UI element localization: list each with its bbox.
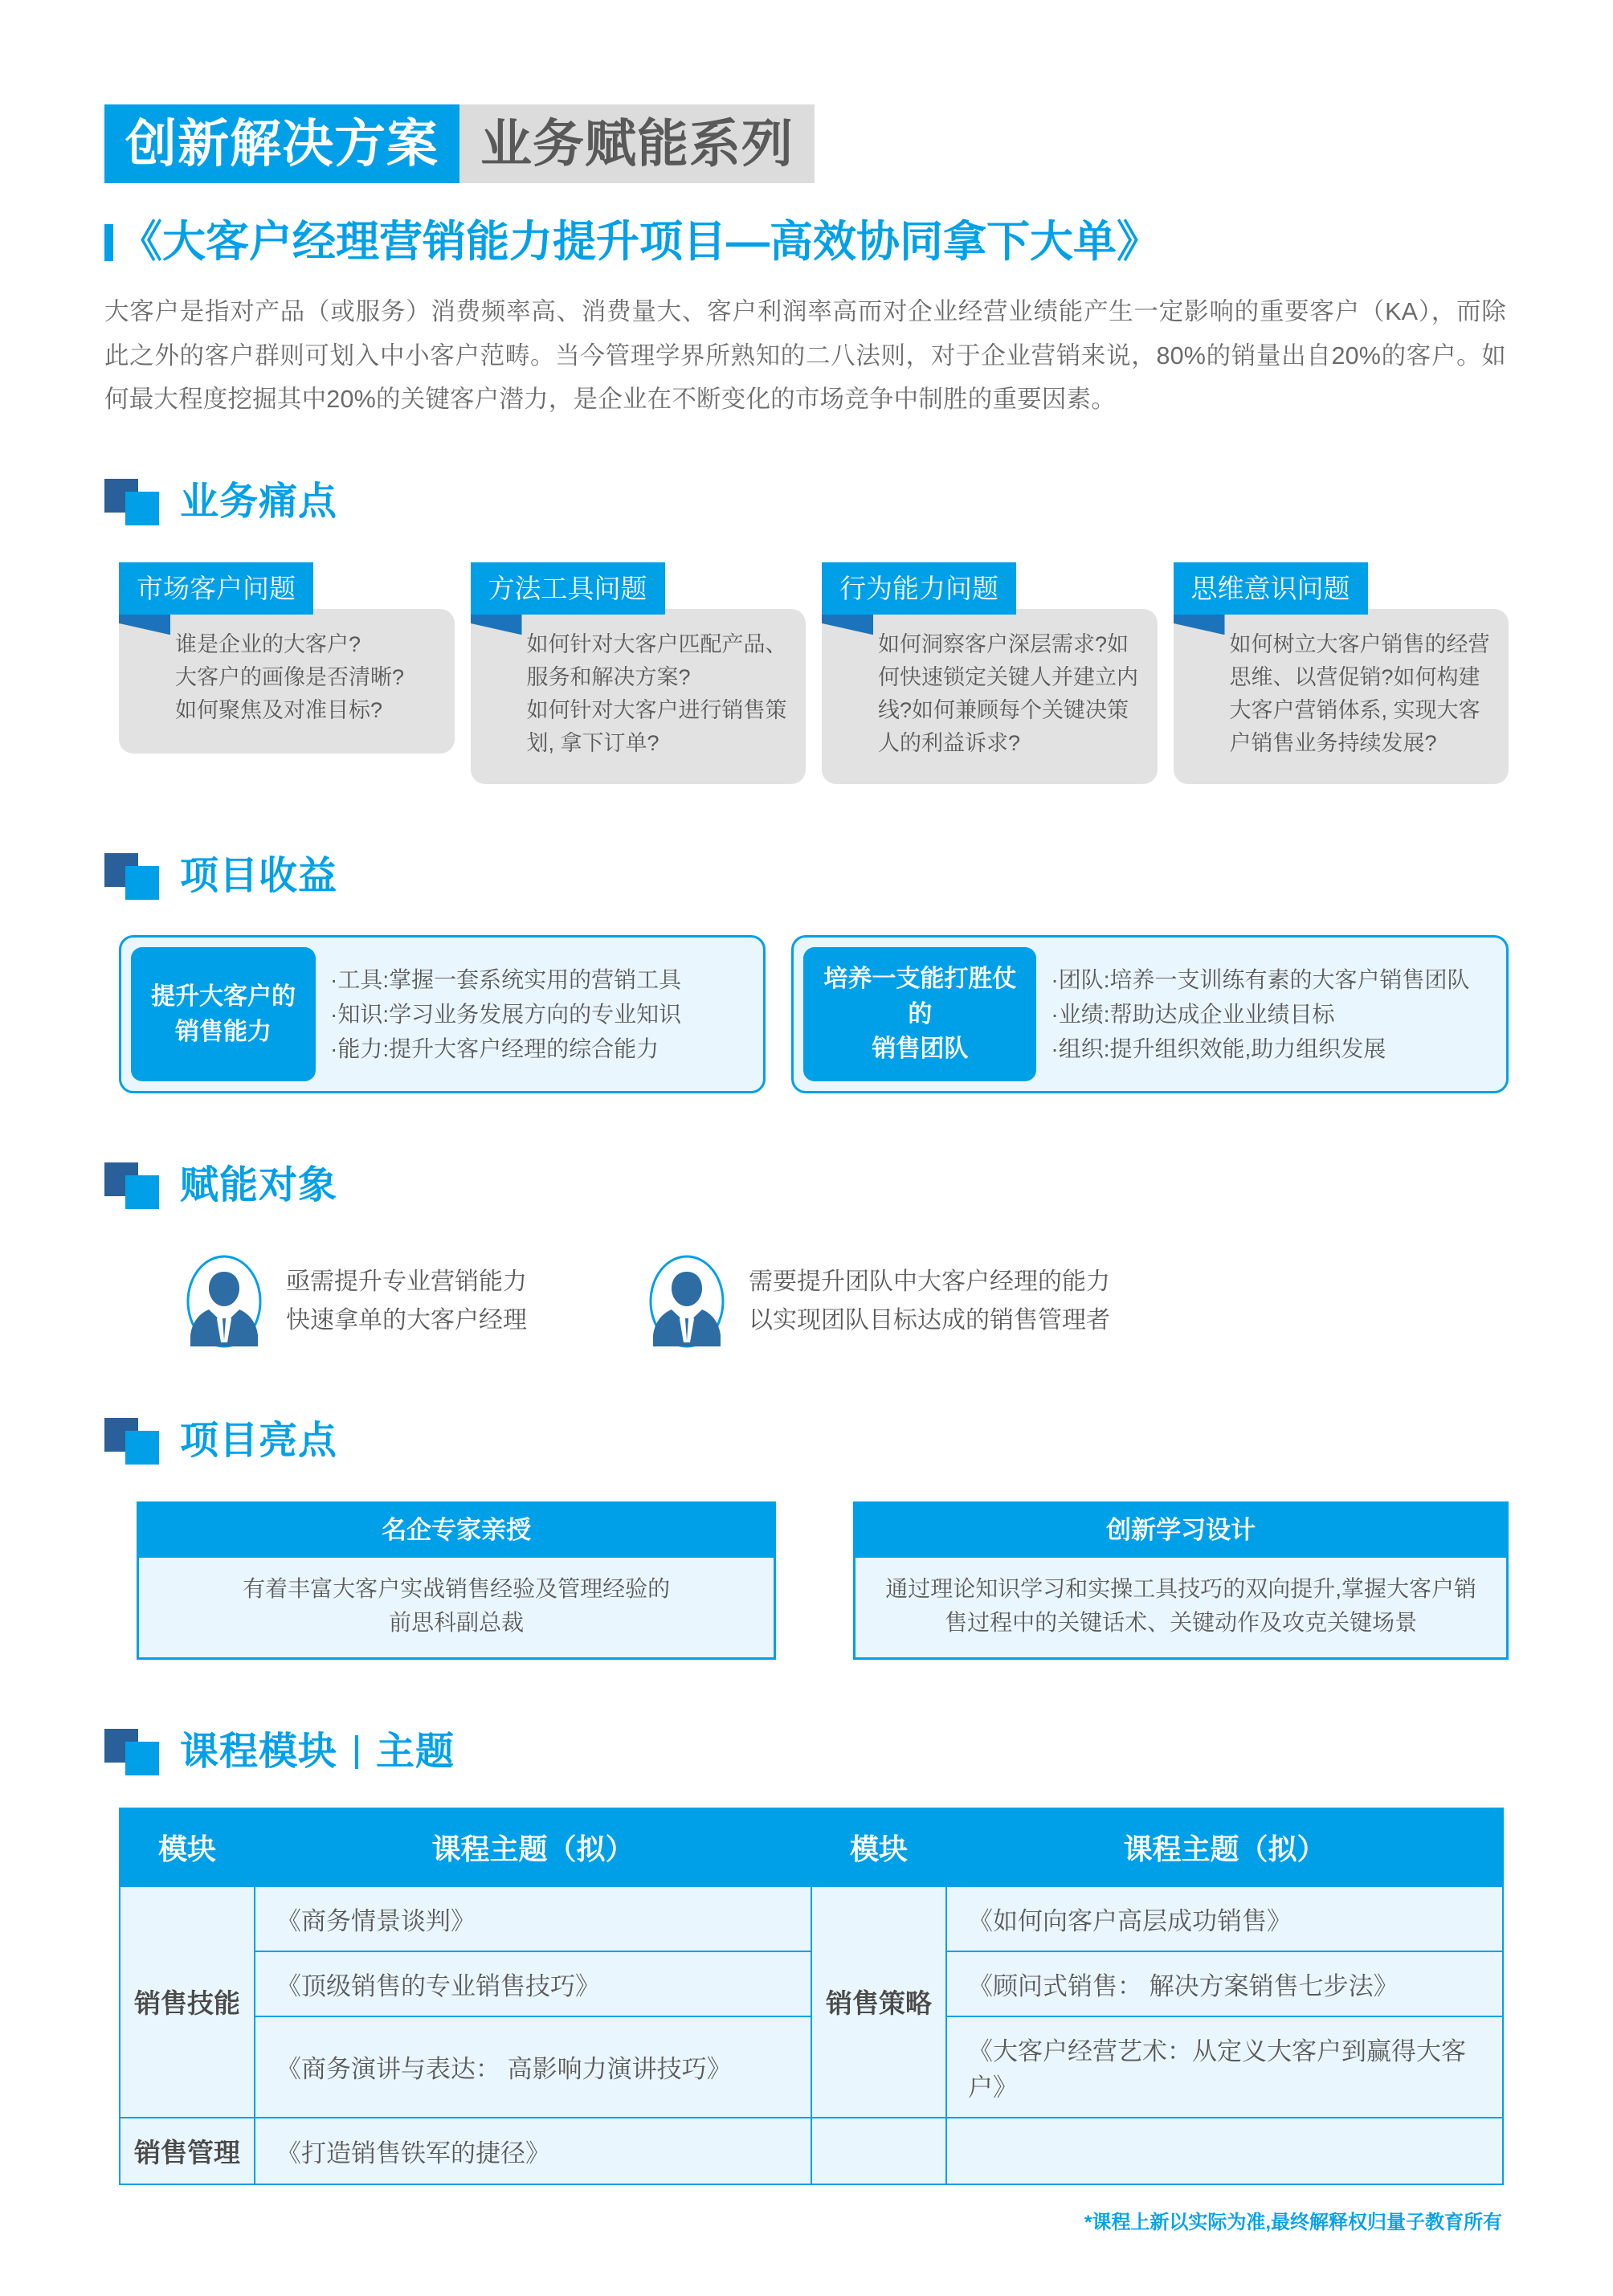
pain-card-body: 如何针对大客户匹配产品、服务和解决方案? 如何针对大客户进行销售策划, 拿下订单? — [526, 632, 787, 756]
person-avatar-icon — [185, 1254, 263, 1349]
section-title-modules: 课程模块 — [180, 1730, 338, 1773]
highlight-row — [104, 1501, 1509, 1660]
benefit-item: ·能力:提升大客户经理的综合能力 — [330, 1036, 659, 1062]
audience-line-1: 亟需提升专业营销能力 — [286, 1269, 527, 1296]
highlight-title: 名企专家亲授 — [139, 1504, 774, 1558]
table-cell-topic-right: 《如何向客户高层成功销售》 — [946, 1886, 1503, 1951]
highlight-title: 创新学习设计 — [856, 1504, 1506, 1558]
benefit-item: ·团队:培养一支训练有素的大客户销售团队 — [1051, 966, 1470, 992]
audience-text — [286, 1263, 527, 1339]
highlight-body — [139, 1558, 774, 1657]
section-heading-modules — [104, 1729, 1509, 1775]
table-header-topic-right: 课程主题（拟） — [946, 1808, 1503, 1886]
section-title-divider — [355, 1735, 358, 1769]
benefit-label: 提升大客户的 销售能力 — [131, 947, 316, 1081]
table-header-topic-left: 课程主题（拟） — [255, 1808, 811, 1886]
title-accent-bar — [104, 224, 113, 261]
table-row — [120, 1886, 1503, 1951]
table-row — [120, 2118, 1503, 2184]
highlight-line-2: 售过程中的关键话术、关键动作及攻克关键场景 — [945, 1609, 1418, 1635]
table-cell-topic-left: 《打造销售铁军的捷径》 — [255, 2118, 811, 2184]
audience-row — [104, 1254, 1509, 1349]
table-cell-topic-right: 《顾问式销售： 解决方案销售七步法》 — [946, 1951, 1503, 2016]
square-stack-icon — [104, 479, 162, 525]
pain-card-tab: 方法工具问题 — [471, 562, 665, 615]
table-cell-topic-right: 《大客户经营艺术：从定义大客户到赢得大客户》 — [946, 2016, 1503, 2118]
table-header-module-left: 模块 — [120, 1808, 255, 1886]
pain-card-body: 如何洞察客户深层需求?如何快速锁定关键人并建立内线?如何兼顾每个关键决策人的利益诉求? — [878, 632, 1138, 756]
audience-line-2: 快速拿单的大客户经理 — [286, 1306, 527, 1334]
audience-line-1: 需要提升团队中大客户经理的能力 — [749, 1269, 1110, 1296]
benefit-item: ·业绩:帮助达成企业业绩目标 — [1051, 1001, 1335, 1027]
audience-item — [185, 1254, 527, 1349]
page-title — [104, 219, 1509, 266]
benefit-item: ·工具:掌握一套系统实用的营销工具 — [330, 966, 682, 992]
audience-item — [647, 1254, 1110, 1349]
pain-card-tab: 市场客户问题 — [119, 562, 313, 615]
pain-point-card — [119, 562, 455, 784]
pain-point-card — [471, 562, 806, 784]
benefit-label: 培养一支能打胜仗的 销售团队 — [803, 947, 1036, 1081]
section-heading-audience — [104, 1162, 1509, 1209]
table-cell-topic-left: 《商务演讲与表达： 高影响力演讲技巧》 — [255, 2016, 811, 2118]
table-header-row — [120, 1808, 1503, 1886]
header-banner — [104, 104, 968, 183]
benefit-box — [791, 935, 1509, 1093]
section-title-audience: 赋能对象 — [180, 1163, 338, 1207]
highlight-line-1: 通过理论知识学习和实操工具技巧的双向提升,掌握大客户销 — [885, 1575, 1477, 1601]
page-title-text: 《大客户经理营销能力提升项目—高效协同拿下大单》 — [119, 218, 1160, 266]
square-stack-icon — [104, 1418, 162, 1465]
pain-point-card — [1174, 562, 1509, 784]
section-title-pain-points: 业务痛点 — [180, 480, 338, 524]
table-header-module-right: 模块 — [811, 1808, 946, 1886]
section-heading-highlights — [104, 1418, 1509, 1465]
square-stack-icon — [104, 853, 162, 900]
pain-card-tab: 行为能力问题 — [822, 562, 1016, 615]
highlight-body — [856, 1558, 1506, 1657]
audience-line-2: 以实现团队目标达成的销售管理者 — [749, 1306, 1110, 1334]
benefit-box — [119, 935, 766, 1093]
highlight-line-1: 有着丰富大客户实战销售经验及管理经验的 — [243, 1575, 671, 1601]
footer-note: *课程上新以实际为准,最终解释权归量子教育所有 — [1084, 2211, 1502, 2233]
section-title-themes: 主题 — [376, 1730, 455, 1773]
table-cell-module-left: 销售技能 — [120, 1886, 255, 2118]
section-title-benefits: 项目收益 — [180, 855, 338, 898]
benefit-row — [104, 935, 1509, 1093]
highlight-box — [137, 1501, 776, 1660]
pain-card-body: 如何树立大客户销售的经营思维、以营促销?如何构建大客户营销体系, 实现大客户销售业务持续发展? — [1229, 632, 1490, 756]
table-cell-module-right: 销售策略 — [811, 1886, 946, 2118]
benefit-item: ·组织:提升组织效能,助力组织发展 — [1051, 1036, 1386, 1062]
section-title-highlights: 项目亮点 — [180, 1419, 338, 1462]
pain-card-body: 谁是企业的大客户? 大客户的画像是否清晰? 如何聚焦及对准目标? — [175, 632, 405, 723]
course-module-table — [119, 1808, 1504, 2185]
pain-point-card-row — [104, 562, 1509, 784]
benefit-list — [330, 962, 681, 1067]
pain-point-card — [822, 562, 1158, 784]
banner-blue-label: 创新解决方案 — [104, 104, 459, 183]
highlight-line-2: 前思科副总裁 — [389, 1609, 525, 1635]
highlight-box — [853, 1501, 1509, 1660]
banner-gray-label: 业务赋能系列 — [459, 104, 815, 183]
table-cell-module-left: 销售管理 — [120, 2118, 255, 2184]
audience-text — [749, 1263, 1110, 1339]
section-heading-pain-points — [104, 479, 1509, 525]
square-stack-icon — [104, 1162, 162, 1209]
table-cell-topic-right — [946, 2118, 1503, 2184]
table-cell-module-right — [811, 2118, 946, 2184]
person-avatar-icon — [647, 1254, 726, 1349]
section-heading-benefits — [104, 853, 1509, 900]
benefit-list — [1051, 962, 1469, 1067]
pain-card-tab: 思维意识问题 — [1174, 562, 1368, 615]
benefit-item: ·知识:学习业务发展方向的专业知识 — [330, 1001, 682, 1027]
intro-paragraph: 大客户是指对产品（或服务）消费频率高、消费量大、客户利润率高而对企业经营业绩能产生一定影响的重要客户（KA），而除此之外的客户群则可划入中小客户范畴。当今管理学界所熟知的二八法则，对于企业营销来说，80%的销量出自20%的客户。如何最大程度挖掘其中20%的关键客户潜力，是企业在不断变化的市场竞争中制胜的重要因素。 — [104, 298, 1506, 413]
table-cell-topic-left: 《顶级销售的专业销售技巧》 — [255, 1951, 811, 2016]
table-cell-topic-left: 《商务情景谈判》 — [255, 1886, 811, 1951]
square-stack-icon — [104, 1729, 162, 1775]
poster-page — [0, 104, 1613, 2296]
